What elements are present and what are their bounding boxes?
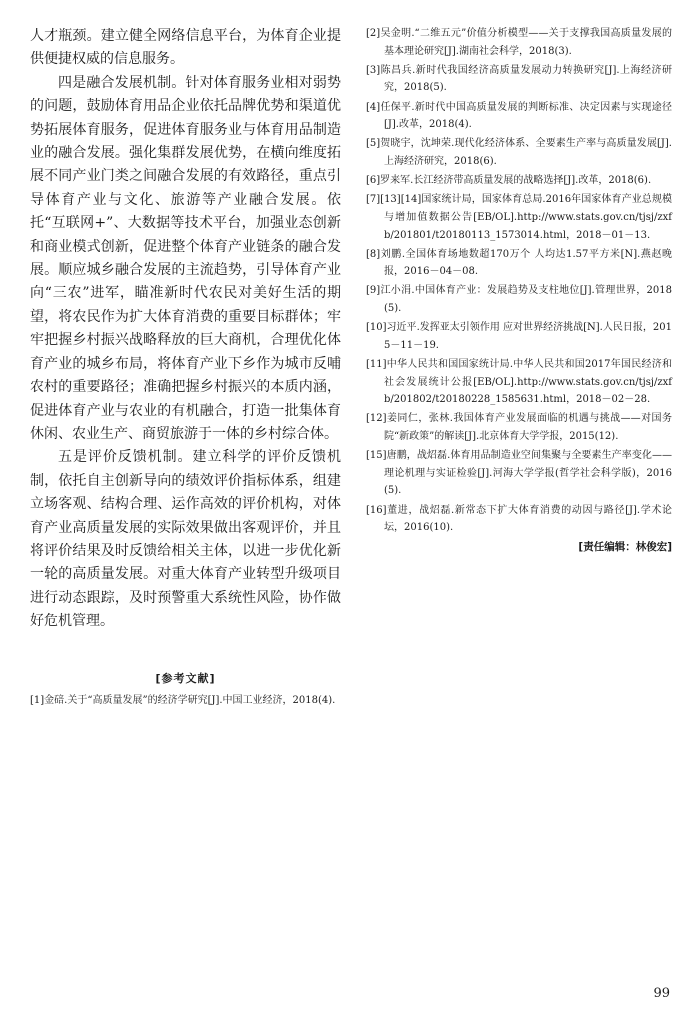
reference-item: [3]陈昌兵.新时代我国经济高质量发展动力转换研究[J].上海经济研究，2018(5). bbox=[366, 64, 672, 94]
right-column bbox=[366, 25, 672, 554]
page-number: 99 bbox=[653, 986, 670, 1001]
reference-item: [10]习近平.发挥亚太引领作用 应对世界经济挑战[N].人民日报，2015－11－19. bbox=[366, 322, 672, 351]
references-list-right bbox=[366, 25, 672, 537]
reference-item: [16]董进，战炤磊.新常态下扩大体育消费的动因与路径[J].学术论坛，2016(10). bbox=[366, 504, 672, 534]
responsible-editor: [责任编辑：林俊宏] bbox=[578, 540, 672, 553]
references-heading: [参考文献] bbox=[155, 671, 216, 685]
reference-item: [4]任保平.新时代中国高质量发展的判断标准、决定因素与实现途径[J].改革，2018(4). bbox=[366, 101, 672, 131]
body-text bbox=[30, 25, 341, 634]
reference-item: [9]江小涓.中国体育产业：发展趋势及支柱地位[J].管理世界，2018(5). bbox=[366, 285, 672, 315]
reference-item: [8]刘鹏.全国体育场地数超170万个 人均达1.57平方米[N].燕赵晚报，2016－04－08. bbox=[366, 248, 672, 278]
reference-item: [11]中华人民共和国国家统计局.中华人民共和国2017年国民经济和社会发展统计公报[EB/OL].http://www.stats.gov.cn/tjsj/zxfb/201802/t20180228_1585631.html，2018－02－28. bbox=[366, 359, 672, 406]
reference-item: [5]贺晓宇，沈坤荣.现代化经济体系、全要素生产率与高质量发展[J].上海经济研究，2018(6). bbox=[366, 138, 672, 167]
references-list-left bbox=[30, 692, 341, 710]
body-paragraph: 四是融合发展机制。针对体育服务业相对弱势的问题，鼓励体育用品企业依托品牌优势和渠道优势拓展体育服务，促进体育服务业与体育用品制造业的融合发展。强化集群发展优势，在横向维度拓展不同产业门类之间融合发展的有效路径，重点引导体育产业与文化、旅游等产业融合发展。依托“互联网+”、大数据等技术平台，加强业态创新和商业模式创新，促进整个体育产业链条的融合发展。顺应城乡融合发展的主流趋势，引导体育产业向“三农”进军，瞄准新时代农民对美好生活的期望，将农民作为扩大体育消费的重要目标群体；牢牢把握乡村振兴战略释放的巨大商机，合理优化体育产业的城乡布局，将体育产业下乡作为城市反哺农村的重要路径；准确把握乡村振兴的本质内涵，促进体育产业与农业的有机融合，打造一批集体育休闲、农业生产、商贸旅游于一体的乡村综合体。 bbox=[30, 74, 341, 442]
reference-item: [1]金碚.关于“高质量发展”的经济学研究[J].中国工业经济，2018(4). bbox=[30, 694, 336, 706]
reference-item: [2]吴金明.“二维五元”价值分析模型——关于支撑我国高质量发展的基本理论研究[J].湖南社会科学，2018(3). bbox=[366, 28, 672, 57]
body-paragraph: 人才瓶颈。建立健全网络信息平台，为体育企业提供便捷权威的信息服务。 bbox=[30, 28, 341, 68]
reference-item: [12]姜同仁，张林.我国体育产业发展面临的机遇与挑战——对国务院“新政策”的解读[J].北京体育大学学报，2015(12). bbox=[366, 413, 672, 442]
reference-item: [6]罗来军.长江经济带高质量发展的战略选择[J].改革，2018(6). bbox=[366, 175, 652, 187]
left-column bbox=[30, 25, 341, 711]
body-paragraph: 五是评价反馈机制。建立科学的评价反馈机制，依托自主创新导向的绩效评价指标体系，组建立场客观、结构合理、运作高效的评价机构，对体育产业高质量发展的实际效果做出客观评价，并且将评价结果及时反馈给相关主体，以进一步优化新一轮的高质量发展。对重大体育产业转型升级项目进行动态跟踪，及时预警重大系统性风险，协作做好危机管理。 bbox=[30, 449, 341, 630]
reference-item: [15]唐鹏，战炤磊.体育用品制造业空间集聚与全要素生产率变化——理论机理与实证检验[J].河海大学学报(哲学社会科学版)，2016(5). bbox=[366, 450, 672, 497]
reference-item: [7][13][14]国家统计局，国家体育总局.2016年国家体育产业总规模与增加值数据公告[EB/OL].http://www.stats.gov.cn/tjsj/zxfb/201801/t20180113_1573014.html，2018－01－13. bbox=[366, 194, 672, 241]
